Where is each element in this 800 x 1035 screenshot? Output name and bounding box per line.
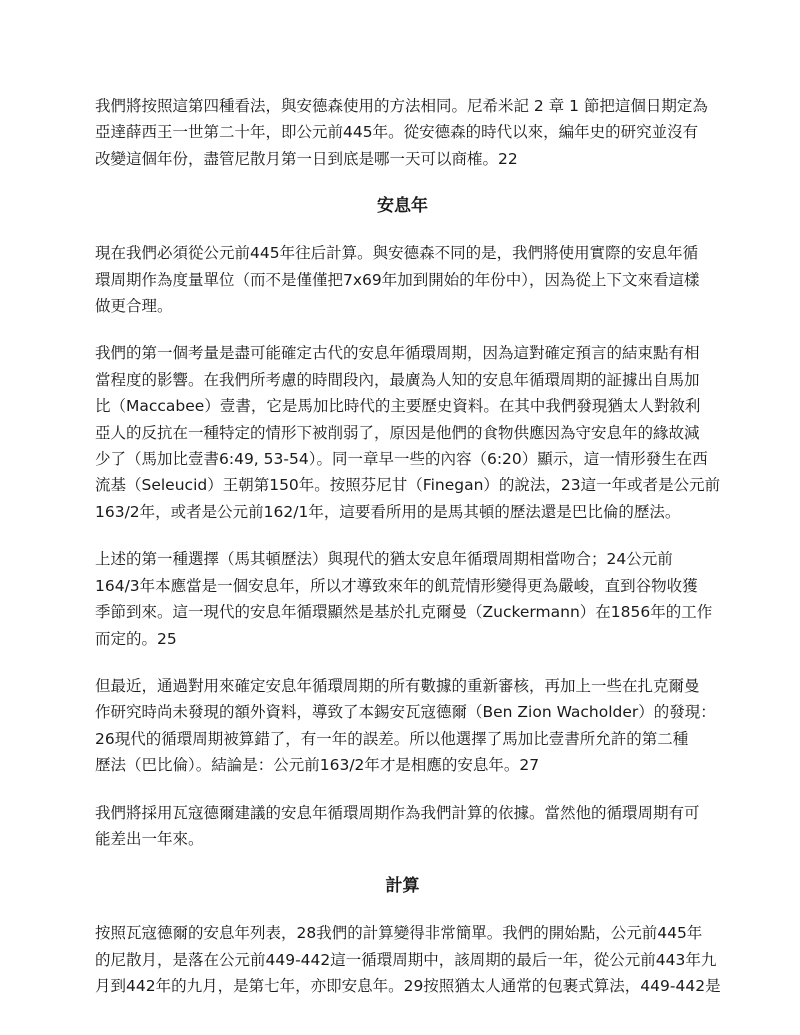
paragraph-adopt-cycle bbox=[95, 800, 710, 853]
document-page bbox=[95, 93, 721, 1021]
text-line: 改變這個年份，盡管尼散月第一日到底是哪一天可以商榷。22 bbox=[95, 149, 518, 168]
text-line: 我們的第一個考量是盡可能確定古代的安息年循環周期，因為這對確定預言的結束點有相 bbox=[95, 344, 700, 363]
text-line: 26現代的循環周期被算錯了，有一年的誤差。所以他選擇了馬加比壹書所允許的第二種 bbox=[95, 729, 689, 748]
text-line: 我們將按照這第四種看法，與安德森使用的方法相同。尼希米記 2 章 1 節把這個日期定為 bbox=[95, 97, 708, 115]
text-line: 我們將採用瓦寇德爾建議的安息年循環周期作為我們計算的依據。當然他的循環周期有可 bbox=[95, 803, 700, 822]
text-line: 能差出一年來。 bbox=[95, 829, 204, 848]
text-line: 少了（馬加比壹書6:49, 53-54）。同一章早一些的內容（6:20）顯示，這一情形發生在西 bbox=[95, 450, 708, 469]
text-line: 而定的。25 bbox=[95, 629, 177, 648]
paragraph-intro bbox=[95, 93, 710, 172]
text-line: 月到442年的九月，是第七年，亦即安息年。29按照猶太人通常的包裹式算法，449-442是 bbox=[95, 977, 721, 996]
text-line: 作研究時尚未發現的額外資料，導致了本錫安瓦寇德爾（Ben Zion Wacholder）的發現： bbox=[95, 703, 716, 722]
paragraph-macedonian-calendar bbox=[95, 546, 713, 652]
text-line: 環周期作為度量單位（而不是僅僅把7x69年加到開始的年份中），因為從上下文來看這樣 bbox=[95, 270, 700, 289]
section-heading-calculation: 計算 bbox=[385, 876, 420, 897]
text-line: 亞達薛西王一世第二十年，即公元前445年。從安德森的時代以來，編年史的研究並沒有 bbox=[95, 123, 699, 142]
paragraph-wacholder-findings bbox=[95, 673, 716, 779]
text-line: 季節到來。這一現代的安息年循環顯然是基於扎克爾曼（Zuckermann）在1856年的工作 bbox=[95, 603, 713, 622]
text-line: 的尼散月，是落在公元前449-442這一循環周期中，該周期的最后一年，從公元前443年九 bbox=[95, 950, 717, 969]
text-line: 流基（Seleucid）王朝第150年。按照芬尼甘（Finegan）的說法，23這一年或者是公元前 bbox=[95, 476, 721, 495]
text-line: 現在我們必須從公元前445年往后計算。與安德森不同的是，我們將使用實際的安息年循 bbox=[95, 244, 699, 263]
text-line: 上述的第一種選擇（馬其頓歷法）與現代的猶太安息年循環周期相當吻合；24公元前 bbox=[95, 550, 673, 569]
text-line: 做更合理。 bbox=[95, 297, 173, 316]
section-heading-sabbatical-year: 安息年 bbox=[377, 196, 428, 217]
text-line: 比（Maccabee）壹書，它是馬加比時代的主要歷史資料。在其中我們發現猶太人對敘利 bbox=[95, 397, 701, 416]
paragraph-calculation bbox=[95, 920, 721, 999]
text-line: 163/2年，或者是公元前162/1年，這要看所用的是馬其頓的歷法還是巴比倫的歷法。 bbox=[95, 502, 681, 521]
text-line: 但最近，通過對用來確定安息年循環周期的所有數據的重新審核，再加上一些在扎克爾曼 bbox=[95, 676, 700, 695]
text-line: 亞人的反抗在一種特定的情形下被削弱了，原因是他們的食物供應因為守安息年的緣故減 bbox=[95, 423, 700, 442]
text-line: 按照瓦寇德爾的安息年列表，28我們的計算變得非常簡單。我們的開始點，公元前445年 bbox=[95, 924, 703, 943]
text-line: 當程度的影響。在我們所考慮的時間段內，最廣為人知的安息年循環周期的証據出自馬加 bbox=[95, 370, 700, 389]
paragraph-maccabee-evidence bbox=[95, 340, 721, 525]
paragraph-count-forward bbox=[95, 240, 710, 319]
text-line: 164/3年本應當是一個安息年，所以才導致來年的飢荒情形變得更為嚴峻，直到谷物收獲 bbox=[95, 576, 698, 595]
text-line: 歷法（巴比倫）。結論是：公元前163/2年才是相應的安息年。27 bbox=[95, 756, 540, 775]
